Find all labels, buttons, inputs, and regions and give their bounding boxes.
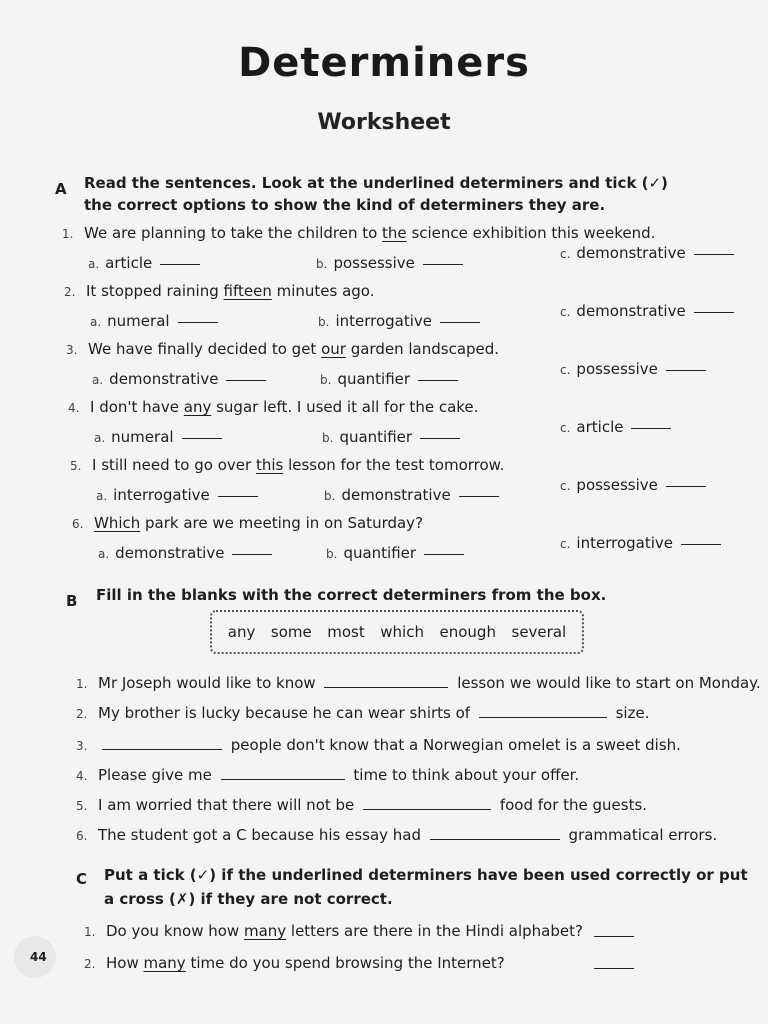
question-sentence (62, 224, 655, 242)
answer-blank[interactable] (479, 705, 607, 718)
answer-option-c[interactable] (560, 360, 706, 378)
sentence-text: It stopped raining (86, 282, 224, 300)
tick-answer-line[interactable] (226, 379, 266, 381)
sentence-text: How (106, 954, 144, 972)
option-letter: c. (560, 479, 571, 493)
option-label: possessive (576, 476, 658, 494)
box-word: any (227, 623, 256, 641)
option-label: demonstrative (341, 486, 451, 504)
option-label: interrogative (113, 486, 210, 504)
sentence-text: Do you know how (106, 922, 244, 940)
box-word: enough (439, 623, 496, 641)
question-number: 1. (76, 677, 88, 691)
tick-answer-line[interactable] (424, 553, 464, 555)
underlined-determiner: many (243, 922, 287, 940)
question-number: 2. (64, 285, 76, 299)
tick-answer-line[interactable] (182, 437, 222, 439)
option-label: article (105, 254, 153, 272)
option-label: article (576, 418, 624, 436)
option-letter: a. (88, 257, 100, 271)
sentence-text: grammatical errors. (563, 826, 718, 844)
answer-blank[interactable] (324, 675, 448, 688)
tick-answer-line[interactable] (666, 485, 706, 487)
underlined-determiner: the (382, 224, 407, 242)
option-letter: b. (322, 431, 334, 445)
answer-option-c[interactable] (560, 302, 734, 320)
option-letter: c. (560, 247, 571, 261)
answer-option-b[interactable] (324, 486, 499, 504)
section-a-instruction: Read the sentences. Look at the underlined determiners and tick (✓) the correct options to show the kind of determiners they are. (84, 174, 668, 214)
page-title: Determiners (238, 40, 530, 86)
tick-answer-line[interactable] (666, 369, 706, 371)
sentence-text: I still need to go over (92, 456, 256, 474)
question-number: 5. (76, 799, 88, 813)
answer-blank[interactable] (430, 827, 560, 840)
option-label: numeral (111, 428, 174, 446)
fill-in-sentence (76, 826, 717, 844)
sentence-text: minutes ago. (271, 282, 375, 300)
sentence-text: I am worried that there will not be (98, 796, 360, 814)
tick-answer-line[interactable] (232, 553, 272, 555)
sentence-text: Please give me (98, 766, 217, 784)
answer-blank[interactable] (363, 797, 491, 810)
sentence-text: We are planning to take the children to (84, 224, 383, 242)
underlined-determiner: any (183, 398, 212, 416)
section-b-instruction: Fill in the blanks with the correct determiners from the box. (96, 586, 607, 604)
sentence-text: lesson we would like to start on Monday. (452, 674, 761, 692)
option-label: possessive (576, 360, 658, 378)
option-letter: a. (98, 547, 110, 561)
sentence-text: garden landscaped. (345, 340, 500, 358)
answer-option-b[interactable] (316, 254, 463, 272)
determiner-word-box (210, 610, 584, 654)
tick-answer-line[interactable] (694, 253, 734, 255)
option-label: possessive (333, 254, 415, 272)
option-letter: a. (96, 489, 108, 503)
section-a-letter: A (55, 180, 67, 198)
answer-option-c[interactable] (560, 418, 671, 436)
fill-in-sentence (76, 766, 579, 784)
option-label: demonstrative (576, 302, 686, 320)
option-letter: c. (560, 305, 571, 319)
answer-blank[interactable] (221, 767, 345, 780)
fill-in-sentence (76, 796, 647, 814)
option-letter: b. (324, 489, 336, 503)
box-word: some (270, 623, 312, 641)
tick-cross-answer-line[interactable] (594, 936, 634, 937)
question-number: 5. (70, 459, 82, 473)
question-number: 4. (76, 769, 88, 783)
sentence-text: lesson for the test tomorrow. (283, 456, 505, 474)
tick-answer-line[interactable] (681, 543, 721, 545)
page-subtitle: Worksheet (317, 110, 451, 135)
answer-option-c[interactable] (560, 476, 706, 494)
tick-answer-line[interactable] (218, 495, 258, 497)
question-sentence (70, 456, 504, 474)
option-letter: a. (92, 373, 104, 387)
box-word: several (511, 623, 567, 641)
option-letter: c. (560, 363, 571, 377)
tick-answer-line[interactable] (694, 311, 734, 313)
fill-in-sentence (76, 674, 761, 692)
box-word: most (327, 623, 365, 641)
tick-answer-line[interactable] (423, 263, 463, 265)
page-number: 44 (30, 950, 47, 964)
question-sentence (64, 282, 374, 300)
sentence-text: time do you spend browsing the Internet? (185, 954, 505, 972)
answer-option-a[interactable] (94, 428, 222, 446)
section-b-letter: B (66, 592, 78, 610)
sentence-text: time to think about your offer. (348, 766, 580, 784)
question-number: 4. (68, 401, 80, 415)
question-number: 6. (72, 517, 84, 531)
box-word: which (380, 623, 424, 641)
option-label: demonstrative (109, 370, 219, 388)
tick-answer-line[interactable] (631, 427, 671, 429)
sentence-text: I don't have (90, 398, 184, 416)
check-sentence (84, 954, 505, 972)
answer-option-c[interactable] (560, 534, 721, 552)
question-number: 2. (84, 957, 96, 971)
sentence-text: size. (610, 704, 650, 722)
option-letter: b. (318, 315, 330, 329)
underlined-determiner: our (321, 340, 346, 358)
underlined-determiner: many (143, 954, 186, 972)
option-letter: b. (316, 257, 328, 271)
question-number: 2. (76, 707, 88, 721)
fill-in-sentence (76, 704, 649, 722)
sentence-text: letters are there in the Hindi alphabet? (286, 922, 583, 940)
answer-blank[interactable] (102, 737, 222, 750)
check-sentence (84, 922, 583, 940)
tick-cross-answer-line[interactable] (594, 968, 634, 969)
option-letter: b. (326, 547, 338, 561)
option-label: interrogative (576, 534, 673, 552)
question-sentence (72, 514, 423, 532)
underlined-determiner: this (255, 456, 284, 474)
sentence-text: science exhibition this weekend. (406, 224, 656, 242)
fill-in-sentence (76, 736, 681, 754)
answer-option-a[interactable] (98, 544, 272, 562)
option-label: interrogative (335, 312, 433, 330)
answer-option-b[interactable] (320, 370, 458, 388)
answer-option-a[interactable] (88, 254, 200, 272)
answer-option-c[interactable] (560, 244, 734, 262)
option-letter: a. (90, 315, 102, 329)
tick-answer-line[interactable] (160, 263, 200, 265)
question-number: 1. (84, 925, 96, 939)
answer-option-a[interactable] (90, 312, 218, 330)
tick-answer-line[interactable] (420, 437, 460, 439)
tick-answer-line[interactable] (418, 379, 458, 381)
section-c-letter: C (76, 870, 88, 888)
section-c-instruction-1: Put a tick (✓) if the underlined determiners have been used correctly or put (104, 866, 748, 884)
sentence-text: The student got a C because his essay had (98, 826, 426, 844)
sentence-text: people don't know that a Norwegian omelet is a sweet dish. (226, 736, 681, 754)
tick-answer-line[interactable] (440, 321, 480, 323)
underlined-determiner: Which (94, 514, 141, 532)
option-letter: b. (320, 373, 332, 387)
sentence-text: We have finally decided to get (88, 340, 322, 358)
answer-option-b[interactable] (318, 312, 480, 330)
tick-answer-line[interactable] (178, 321, 218, 323)
section-c-instruction-2: a cross (✗) if they are not correct. (104, 890, 393, 908)
option-label: demonstrative (115, 544, 225, 562)
answer-option-a[interactable] (96, 486, 258, 504)
sentence-text: food for the guests. (495, 796, 648, 814)
answer-option-a[interactable] (92, 370, 266, 388)
option-letter: c. (560, 421, 571, 435)
option-letter: c. (560, 537, 571, 551)
question-number: 6. (76, 829, 88, 843)
answer-option-b[interactable] (326, 544, 464, 562)
option-label: quantifier (339, 428, 413, 446)
underlined-determiner: fifteen (223, 282, 272, 300)
sentence-text: Mr Joseph would like to know (98, 674, 321, 692)
option-label: quantifier (337, 370, 411, 388)
question-number: 1. (62, 227, 74, 241)
option-label: quantifier (343, 544, 417, 562)
question-sentence (66, 340, 499, 358)
question-sentence (68, 398, 478, 416)
question-number: 3. (76, 739, 88, 753)
option-letter: a. (94, 431, 106, 445)
question-number: 3. (66, 343, 78, 357)
option-label: demonstrative (576, 244, 686, 262)
sentence-text: park are we meeting in on Saturday? (140, 514, 424, 532)
answer-option-b[interactable] (322, 428, 460, 446)
sentence-text: sugar left. I used it all for the cake. (211, 398, 479, 416)
tick-answer-line[interactable] (459, 495, 499, 497)
option-label: numeral (107, 312, 170, 330)
sentence-text: My brother is lucky because he can wear shirts of (98, 704, 475, 722)
